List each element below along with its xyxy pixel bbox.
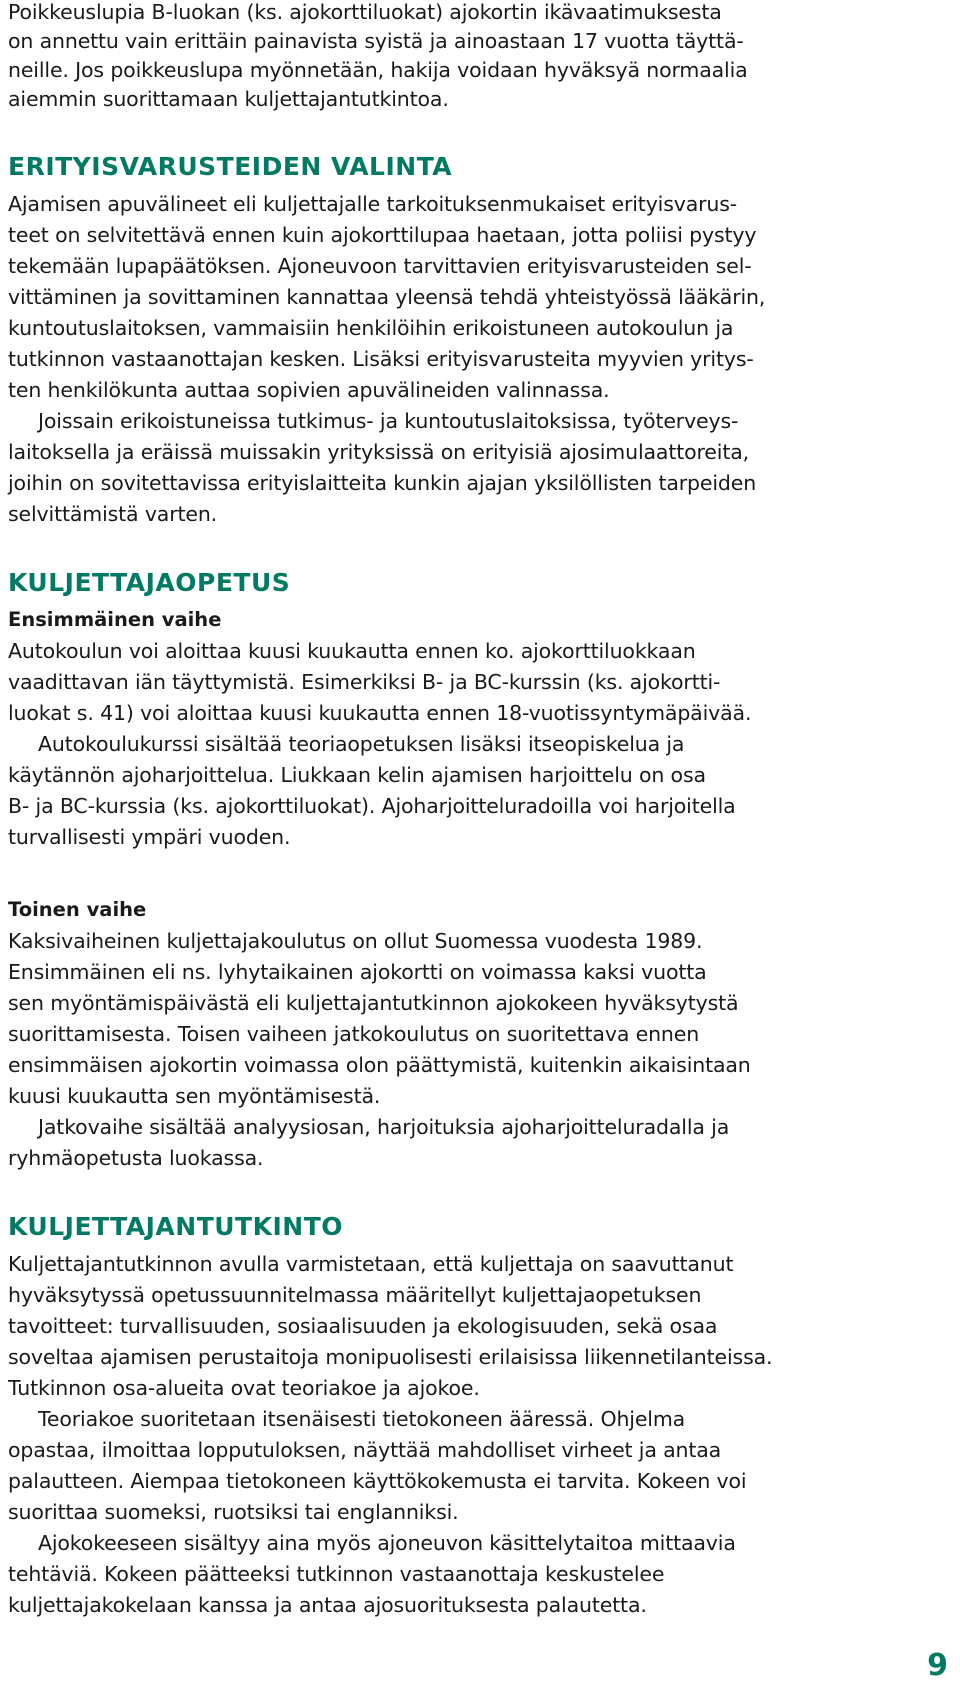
- page-number: 9: [927, 1648, 948, 1683]
- paragraph-line: turvallisesti ympäri vuoden.: [8, 825, 291, 849]
- intro-line-1: Poikkeuslupia B-luokan (ks. ajokorttiluokat) ajokortin ikävaatimuksesta: [8, 0, 722, 24]
- paragraph-line: Joissain erikoistuneissa tutkimus- ja kuntoutuslaitoksissa, työterveys-: [38, 409, 739, 433]
- intro-line-3: neille. Jos poikkeuslupa myönnetään, hakija voidaan hyväksyä normaalia: [8, 58, 748, 82]
- section-heading-erityisvarusteet: ERITYISVARUSTEIDEN VALINTA: [8, 152, 453, 181]
- paragraph-line: soveltaa ajamisen perustaitoja monipuolisesti erilaisissa liikennetilanteissa.: [8, 1345, 773, 1369]
- paragraph-line: palautteen. Aiempaa tietokoneen käyttökokemusta ei tarvita. Kokeen voi: [8, 1469, 747, 1493]
- paragraph-line: Tutkinnon osa-alueita ovat teoriakoe ja ajokoe.: [8, 1376, 480, 1400]
- paragraph-line: opastaa, ilmoittaa lopputuloksen, näyttää mahdolliset virheet ja antaa: [8, 1438, 722, 1462]
- paragraph-line: vaadittavan iän täyttymistä. Esimerkiksi B- ja BC-kurssin (ks. ajokortti-: [8, 670, 721, 694]
- paragraph-line: Ajokokeeseen sisältyy aina myös ajoneuvon käsittelytaitoa mittaavia: [38, 1531, 736, 1555]
- paragraph-line: Ajamisen apuvälineet eli kuljettajalle tarkoituksenmukaiset erityisvarus-: [8, 192, 738, 216]
- paragraph-line: Autokoulukurssi sisältää teoriaopetuksen lisäksi itseopiskelua ja: [38, 732, 685, 756]
- paragraph-line: laitoksella ja eräissä muissakin yrityksissä on erityisiä ajosimulaattoreita,: [8, 440, 749, 464]
- subheading-first-phase: Ensimmäinen vaihe: [8, 608, 222, 631]
- paragraph-line: tutkinnon vastaanottajan kesken. Lisäksi erityisvarusteita myyvien yritys-: [8, 347, 754, 371]
- paragraph-line: selvittämistä varten.: [8, 502, 218, 526]
- section-heading-kuljettajaopetus: KULJETTAJAOPETUS: [8, 568, 291, 597]
- paragraph-line: suorittaa suomeksi, ruotsiksi tai englanniksi.: [8, 1500, 459, 1524]
- paragraph-line: kuntoutuslaitoksen, vammaisiin henkilöihin erikoistuneen autokoulun ja: [8, 316, 734, 340]
- paragraph-line: ensimmäisen ajokortin voimassa olon päättymistä, kuitenkin aikaisintaan: [8, 1053, 751, 1077]
- paragraph-line: joihin on sovitettavissa erityislaitteita kunkin ajajan yksilöllisten tarpeiden: [8, 471, 757, 495]
- paragraph-line: tavoitteet: turvallisuuden, sosiaalisuuden ja ekologisuuden, sekä osaa: [8, 1314, 718, 1338]
- paragraph-line: Autokoulun voi aloittaa kuusi kuukautta ennen ko. ajokorttiluokkaan: [8, 639, 696, 663]
- paragraph-line: Kaksivaiheinen kuljettajakoulutus on ollut Suomessa vuodesta 1989.: [8, 929, 703, 953]
- paragraph-line: kuljettajakokelaan kanssa ja antaa ajosuorituksesta palautetta.: [8, 1593, 647, 1617]
- section-heading-kuljettajantutkinto: KULJETTAJANTUTKINTO: [8, 1212, 344, 1241]
- paragraph-line: sen myöntämispäivästä eli kuljettajantutkinnon ajokokeen hyväksytystä: [8, 991, 739, 1015]
- subheading-second-phase: Toinen vaihe: [8, 898, 147, 921]
- intro-line-2: on annettu vain erittäin painavista syistä ja ainoastaan 17 vuotta täyttä-: [8, 29, 744, 53]
- paragraph-line: Ensimmäinen eli ns. lyhytaikainen ajokortti on voimassa kaksi vuotta: [8, 960, 707, 984]
- paragraph-line: kuusi kuukautta sen myöntämisestä.: [8, 1084, 381, 1108]
- paragraph-line: Jatkovaihe sisältää analyysiosan, harjoituksia ajoharjoitteluradalla ja: [38, 1115, 730, 1139]
- paragraph-line: ten henkilökunta auttaa sopivien apuvälineiden valinnassa.: [8, 378, 610, 402]
- paragraph-line: suorittamisesta. Toisen vaiheen jatkokoulutus on suoritettava ennen: [8, 1022, 700, 1046]
- paragraph-line: tekemään lupapäätöksen. Ajoneuvoon tarvittavien erityisvarusteiden sel-: [8, 254, 752, 278]
- paragraph-line: Kuljettajantutkinnon avulla varmistetaan, että kuljettaja on saavuttanut: [8, 1252, 734, 1276]
- paragraph-line: teet on selvitettävä ennen kuin ajokorttilupaa haetaan, jotta poliisi pystyy: [8, 223, 757, 247]
- paragraph-line: B- ja BC-kurssia (ks. ajokorttiluokat). Ajoharjoitteluradoilla voi harjoitella: [8, 794, 736, 818]
- paragraph-line: hyväksytyssä opetussuunnitelmassa määritellyt kuljettajaopetuksen: [8, 1283, 702, 1307]
- paragraph-line: ryhmäopetusta luokassa.: [8, 1146, 264, 1170]
- paragraph-line: tehtäviä. Kokeen päätteeksi tutkinnon vastaanottaja keskustelee: [8, 1562, 665, 1586]
- paragraph-line: Teoriakoe suoritetaan itsenäisesti tietokoneen ääressä. Ohjelma: [38, 1407, 686, 1431]
- intro-line-4: aiemmin suorittamaan kuljettajantutkintoa.: [8, 87, 449, 111]
- paragraph-line: käytännön ajoharjoittelua. Liukkaan kelin ajamisen harjoittelu on osa: [8, 763, 706, 787]
- paragraph-line: luokat s. 41) voi aloittaa kuusi kuukautta ennen 18-vuotissyntymäpäivää.: [8, 701, 752, 725]
- paragraph-line: vittäminen ja sovittaminen kannattaa yleensä tehdä yhteistyössä lääkärin,: [8, 285, 766, 309]
